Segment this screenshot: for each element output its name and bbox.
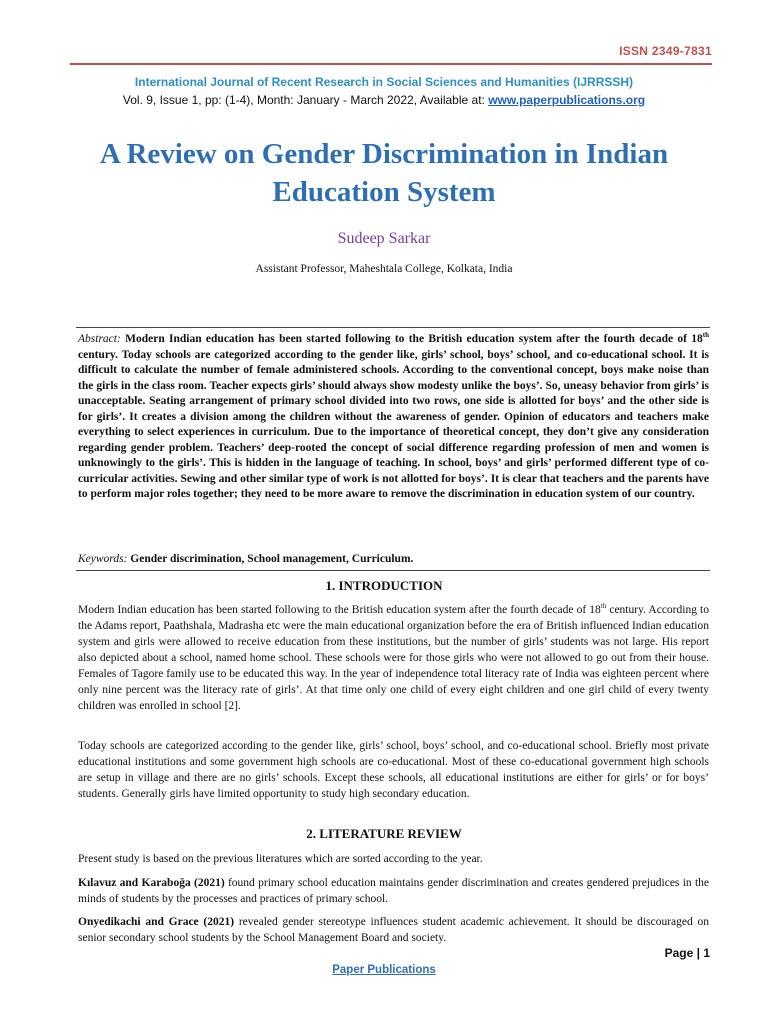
abstract-label: Abstract: xyxy=(78,333,121,345)
issn-label: ISSN 2349-7831 xyxy=(619,44,712,58)
intro-paragraph-2: Today schools are categorized according to the gender like, girls’ school, boys’ school, and co-educational school. Briefly most private educational institutions and some government high schools are co-educational. Most of these co-educational government high schools are setup in village and there are no girls’ schools. Except these schools, all educational institutions are either for girls’ or for boys’ students. Generally girls have limited opportunity to study high secondary education. xyxy=(78,740,709,800)
volume-text: Vol. 9, Issue 1, pp: (1-4), Month: January - March 2022, Available at: xyxy=(122,93,489,107)
intro-p1-a: Modern Indian education has been started following to the British education system after the fourth decade of 18 xyxy=(78,604,601,616)
lit-p3-text: revealed gender stereotype influences student academic achievement. It should be discouraged on senior secondary school students by the School Management Board and society. xyxy=(78,916,709,944)
lit-paragraph-3 xyxy=(78,914,709,946)
journal-name: International Journal of Recent Research in Social Sciences and Humanities (IJRRSSH) xyxy=(134,75,634,89)
author-affiliation: Assistant Professor, Maheshtala College, Kolkata, India xyxy=(255,263,513,275)
issn-header xyxy=(619,42,712,60)
abstract-sup: th xyxy=(702,331,709,340)
section-heading-literature-review: 2. LITERATURE REVIEW xyxy=(306,826,462,841)
keywords-text: Gender discrimination, School management, Curriculum. xyxy=(127,553,414,565)
volume-info xyxy=(0,93,768,107)
abstract-top-rule xyxy=(76,327,710,328)
section-heading-introduction: 1. INTRODUCTION xyxy=(325,578,443,593)
lit-p2-text: found primary school education maintains gender discrimination and creates gendered prejudices in the minds of students by the processes and practices of primary school. xyxy=(78,877,710,905)
intro-p1-sup: th xyxy=(600,602,607,611)
keywords-label: Keywords: xyxy=(78,553,128,565)
abstract-text-b: century. Today schools are categorized according to the gender like, girls’ school, boys’ school, and co-educational school. It is difficult to calculate the number of female administered schools. According to the conventional concept, boys make noise than the girls in the class room. Teacher expects girls’ should always show modesty unlike the boys’. So, uneasy behavior from girls’ is unacceptable. Seating arrangement of primary school divided into two rows, one side is allotted for boys’ and the other side is for girls’. It creates a division among the children without the awareness of gender. Opinion of educators and teachers make everything to select experiences in curriculum. Due to the importance of theoretical concept, they don’t give any consideration regarding gender problem. Teachers’ deep-rooted the concept of social difference regarding profession of men and women is unknowingly to the girls’. This is hidden in the language of teaching. In school, boys’ and girls’ performed different type of co-curricular activities. Sewing and other similar type of work is not allotted for boys’. It is clear that teachers and the parents have to perform major roles together; they need to be more aware to remove the discrimination in education system of our country. xyxy=(78,348,709,500)
author-name: Sudeep Sarkar xyxy=(337,230,431,247)
lit-paragraph-2 xyxy=(78,875,709,907)
page-number: Page | 1 xyxy=(664,946,710,960)
lit-paragraph-1: Present study is based on the previous literatures which are sorted according to the year. xyxy=(78,853,483,865)
header-rule xyxy=(70,63,712,65)
publisher-footer-link[interactable]: Paper Publications xyxy=(332,964,436,976)
paper-title: A Review on Gender Discrimination in Indian Education System xyxy=(99,138,669,208)
abstract-text-a: Modern Indian education has been started following to the British education system after the fourth decade of 18 xyxy=(120,333,703,345)
intro-paragraph-1 xyxy=(78,602,709,714)
intro-p1-b: century. According to the Adams report, Paathshala, Madrasha etc were the main educational organization before the era of British influenced Indian education system and girls were allowed to receive education from these institutions, but the number of girls’ students was not large. His report also depicted about a school, named home school. These schools were for those girls who were not allowed to go out from their house. Females of Tagore family use to be educated this way. In the year of independence total literacy rate of India was eighteen percent where only nine percent was the literacy rate of girls’. At that time only one child of every eight children and one girl child of every twenty children was enrolled in school [2]. xyxy=(78,604,709,712)
lit-p3-authors: Onyedikachi and Grace (2021) xyxy=(78,916,235,928)
lit-p2-authors: Kılavuz and Karaboğa (2021) xyxy=(78,877,225,889)
abstract xyxy=(78,332,709,503)
keywords xyxy=(78,553,709,565)
journal-website-link[interactable]: www.paperpublications.org xyxy=(488,93,646,107)
abstract-bottom-rule xyxy=(76,570,710,571)
